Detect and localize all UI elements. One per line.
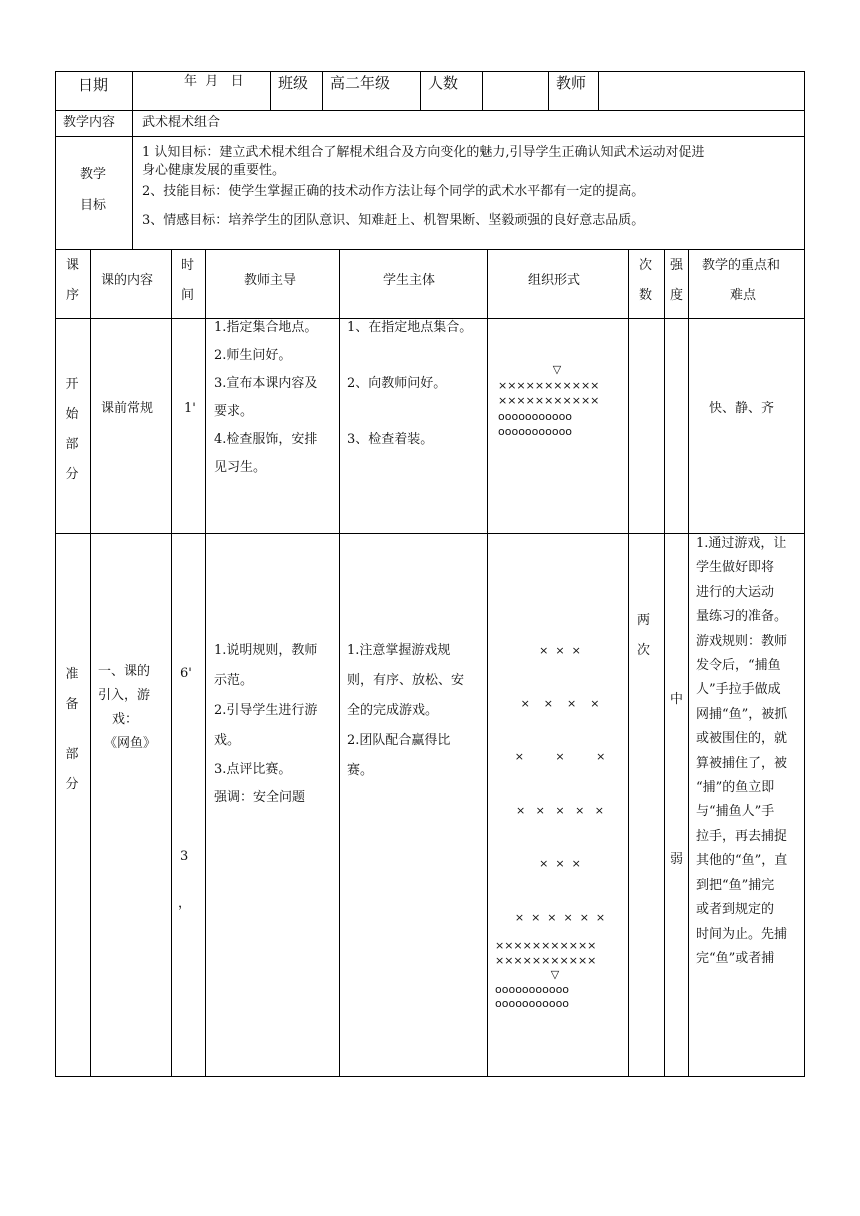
- col-intensity-1: 强: [670, 258, 684, 273]
- col-divider: [628, 249, 629, 1077]
- teacher-marker: ▽: [552, 363, 562, 376]
- goals-label-1: 教学: [80, 167, 107, 182]
- list-item: 1.说明规则，教师: [214, 643, 318, 658]
- teacher-label: 教师: [556, 74, 587, 92]
- prep-section-label: 准 备 部 分: [65, 667, 79, 792]
- goal-cognitive-cont: 身心健康发展的重要性。: [142, 163, 286, 178]
- date-value: 年 月 日: [184, 74, 244, 89]
- formation-row: × × × × × ×: [514, 910, 606, 924]
- key-line: 或者到规定的: [696, 902, 775, 918]
- list-item: 则，有序、放松、安: [347, 673, 465, 688]
- key-line: 游戏规则：教师: [696, 633, 788, 649]
- list-item: 3.点评比赛。: [214, 762, 292, 777]
- list-item: 见习生。: [214, 460, 267, 475]
- list-item: 戏。: [214, 733, 241, 748]
- col-divider: [482, 71, 483, 111]
- goal-cognitive: 1 认知目标：建立武术棍术组合了解棍术组合及方向变化的魅力,引导学生正确认知武术运动对促进: [142, 145, 705, 160]
- formation-row: ooooooooooo: [495, 997, 570, 1010]
- list-item: 2.引导学生进行游: [214, 703, 318, 718]
- col-intensity-2: 度: [670, 288, 684, 303]
- list-item: 2、向教师问好。: [347, 376, 447, 391]
- prep-times-2: 次: [637, 643, 651, 658]
- col-divider: [487, 249, 488, 1077]
- prep-teacher-list: [214, 636, 317, 812]
- key-line: 或被围住的，就: [696, 731, 788, 747]
- prep-intensity-2: 弱: [670, 852, 684, 867]
- list-item: 1、在指定地点集合。: [347, 320, 473, 335]
- col-divider: [420, 71, 421, 111]
- start-content: 课前常规: [101, 401, 154, 416]
- formation-row: ×××××××××××: [498, 378, 600, 392]
- prep-student-list: [347, 636, 464, 786]
- key-line: “捕”的鱼立即: [696, 780, 775, 796]
- col-key-2: 难点: [730, 288, 757, 303]
- key-line: 完“鱼”或者捕: [696, 950, 775, 966]
- key-line: 其他的“鱼”，直: [696, 853, 788, 869]
- table-border-right: [804, 71, 805, 1077]
- list-item: 1.注意掌握游戏规: [347, 643, 451, 658]
- key-line: 1.通过游戏，让: [696, 536, 787, 551]
- prep-line-formation: [495, 939, 615, 1012]
- formation-row: × × × × ×: [515, 803, 605, 817]
- goals-label-2: 目标: [80, 198, 107, 213]
- col-divider: [205, 249, 206, 1077]
- col-divider: [132, 110, 133, 137]
- formation-row: × × × ×: [520, 696, 600, 710]
- table-border-left: [55, 71, 56, 1077]
- row-divider: [55, 533, 805, 534]
- start-key: 快、静、齐: [709, 401, 775, 416]
- col-organization: 组织形式: [528, 273, 581, 288]
- col-order-1: 课: [66, 258, 80, 273]
- col-order-2: 序: [66, 288, 80, 303]
- teacher-marker: ▽: [550, 968, 560, 981]
- prep-key: [696, 532, 796, 971]
- formation-row: ×××××××××××: [498, 394, 600, 407]
- list-item: 全的完成游戏。: [347, 703, 439, 718]
- col-divider: [598, 71, 599, 111]
- key-line: 算被捕住了，被: [696, 755, 788, 771]
- list-item: 强调：安全问题: [214, 790, 306, 805]
- key-line: 与“捕鱼人”手: [696, 804, 775, 820]
- key-line: 人”手拉手做成: [696, 682, 781, 698]
- col-time-2: 间: [181, 288, 195, 303]
- formation-row: × × ×: [514, 750, 606, 764]
- start-time: 1': [184, 401, 196, 416]
- formation-row: ×××××××××××: [495, 939, 597, 952]
- col-divider: [339, 249, 340, 1077]
- start-section-label: 开 始 部 分: [65, 377, 79, 482]
- list-item: 赛。: [347, 763, 374, 778]
- class-value: 高二年级: [330, 74, 391, 92]
- list-item: 2.团队配合赢得比: [347, 733, 451, 748]
- row-divider: [55, 110, 805, 111]
- col-times-1: 次: [639, 258, 653, 273]
- col-divider: [322, 71, 323, 111]
- key-line: 发令后，“捕鱼: [696, 658, 781, 674]
- formation-row: ×××××××××××: [495, 953, 597, 967]
- prep-time-2: 3: [180, 849, 189, 864]
- key-line: 拉手，再去捕捉: [696, 828, 788, 844]
- prep-intensity-1: 中: [670, 692, 684, 707]
- content-label: 教学内容: [63, 115, 116, 130]
- list-item: 4.检查服饰，安排: [214, 432, 318, 447]
- col-divider: [688, 249, 689, 1077]
- row-divider: [55, 136, 805, 137]
- list-item: [347, 399, 472, 427]
- table-border-top: [55, 71, 805, 72]
- formation-row: × × ×: [539, 643, 581, 657]
- col-key-1: 教学的重点和: [702, 258, 781, 273]
- goal-skill: 2、技能目标：使学生掌握正确的技术动作方法让每个同学的武术水平都有一定的提高。: [142, 184, 645, 199]
- list-item: 要求。: [214, 404, 254, 419]
- key-line: 网捕“鱼”，被抓: [696, 706, 788, 722]
- formation-row: ooooooooooo: [498, 409, 573, 423]
- count-label: 人数: [428, 74, 459, 92]
- list-item: 3.宣布本课内容及: [214, 376, 318, 391]
- prep-time-3: ，: [178, 896, 192, 911]
- formation-row: × × ×: [539, 857, 581, 871]
- col-content: 课的内容: [101, 273, 154, 288]
- col-time-1: 时: [181, 258, 195, 273]
- key-line: 学生做好即将: [696, 560, 775, 576]
- col-student: 学生主体: [383, 273, 436, 288]
- start-student-list: [347, 315, 472, 455]
- col-divider: [132, 136, 133, 250]
- row-divider: [55, 249, 805, 250]
- prep-net-formation: [496, 606, 624, 962]
- key-line: 到把“鱼”捕完: [696, 877, 775, 893]
- col-teacher: 教师主导: [244, 273, 297, 288]
- list-item: 示范。: [214, 673, 254, 688]
- prep-time-1: 6': [180, 666, 192, 681]
- start-teacher-list: [214, 315, 317, 483]
- col-divider: [664, 249, 665, 1077]
- col-divider: [171, 249, 172, 1077]
- col-divider: [270, 71, 271, 111]
- start-formation: [498, 362, 616, 440]
- key-line: 时间为止。先捕: [696, 926, 788, 942]
- key-line: 量练习的准备。: [696, 609, 788, 625]
- prep-content: 一、课的 引入，游 戏： 《网鱼》: [98, 664, 157, 751]
- goal-emotion: 3、情感目标：培养学生的团队意识、知难赶上、机智果断、坚毅顽强的良好意志品质。: [142, 213, 645, 228]
- col-times-2: 数: [639, 288, 653, 303]
- date-label: 日期: [78, 76, 109, 94]
- class-label: 班级: [278, 74, 309, 92]
- col-divider: [548, 71, 549, 111]
- col-divider: [132, 71, 133, 111]
- formation-row: ooooooooooo: [498, 425, 573, 438]
- formation-row: ooooooooooo: [495, 982, 570, 996]
- list-item: 3、检查着装。: [347, 432, 434, 447]
- list-item: 2.师生问好。: [214, 348, 292, 363]
- key-line: 进行的大运动: [696, 584, 775, 600]
- list-item: [347, 343, 472, 371]
- content-value: 武术棍术组合: [142, 115, 221, 130]
- col-divider: [90, 249, 91, 1077]
- prep-times-1: 两: [637, 613, 651, 628]
- list-item: 1.指定集合地点。: [214, 320, 318, 335]
- table-border-bottom: [55, 1076, 805, 1077]
